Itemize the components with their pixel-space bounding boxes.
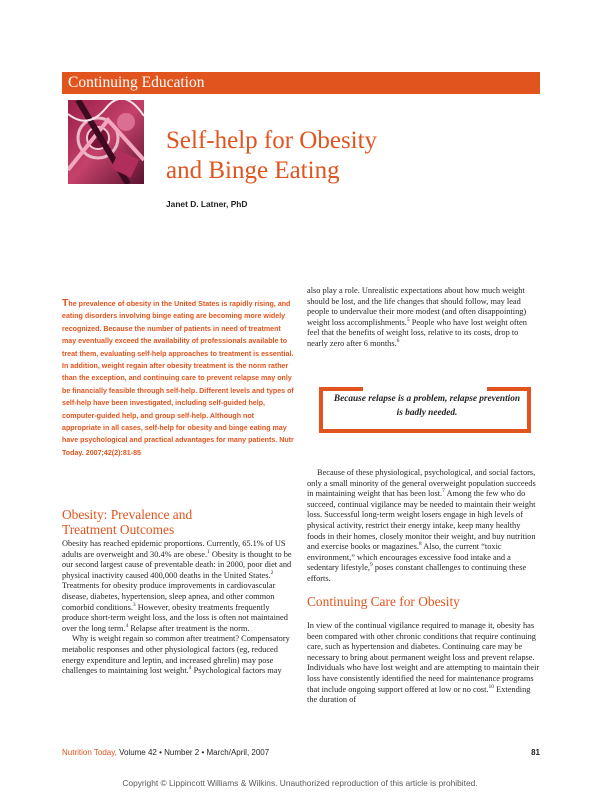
citation: 4 [188,665,192,672]
author-name: Janet D. Latner, PhD [166,199,248,209]
citation: 4 [125,622,129,629]
pull-quote-rule [487,387,527,391]
citation: 5 [406,317,410,323]
article-title-line-1: Self-help for Obesity [166,127,378,154]
citation: 1 [207,548,210,555]
text-run: Obesity has reached epidemic proportions. Currently, 65.1% of US adults are overweight and 30.4% are obese. [62,539,286,559]
pull-quote-rule [323,387,363,391]
citation: 3 [132,601,136,608]
section-heading-obesity [62,507,294,537]
article-title [166,126,526,186]
abstract-text: he prevalence of obesity in the United States is rapidly rising, and eating disorders involving binge eating are becoming more widely recognized. Because the number of patients in need of treatment may eventually exceed the availability of professionals available to treat them, evaluating self-help approaches to treatment is essential. In addition, weight regain after obesity treatment is the norm rather than the exception, and continuing care to prevent relapse may only be financially feasible through self-help. Different levels and types of self-help have been investigated, including self-guided help, computer-guided help, and group self-help. Although not appropriate in all cases, self-help for obesity and binge eating may have psychological and practical advantages for many patients. Nutr Today. 2007;42(2):81-85 [62,300,294,457]
pull-quote-rule [527,387,531,433]
text-run: People who have lost weight often feel that the benefits of weight loss, relative to its costs, drop to nearly zero after 6 months. [307,317,527,348]
text-run: Why is weight regain so common after treatment? Compensatory metabolic responses and other physiological factors (eg, reduced energy expenditure and leptin, and increased ghrelin) may pose challenges to maintaining lost weight. [62,634,290,676]
article-title-line-2: and Binge Eating [166,157,340,184]
citation: 7 [442,488,445,495]
text-run: In view of the continual vigilance required to manage it, obesity has been compared with other chronic conditions that require continuing care, such as hypertension and diabetes. Continuing care may be necessary to bring about permanent weight loss and prevent relapse. Individuals who have lost weight and are attempting to maintain their loss have consistently identified the need for maintenance programs that include ongoing support offered at low or no cost. [307,621,540,694]
right-column-body-bottom [307,621,540,706]
page-footer [62,746,540,760]
section-heading-continuing-care: Continuing Care for Obesity [307,594,460,609]
journal-name: Nutrition Today, [62,748,117,757]
citation: 2 [270,570,274,576]
text-run: Among the few who do succeed, continual vigilance may be needed to maintain their weight loss. Successful long-term weight losers engage in high levels of physical activity, restrict their energy intake, keep many healthy foods in their homes, closely monitor their weight, and buy nutrition and exercise books or magazines. [307,489,536,552]
text-run: Obesity is thought to be our second largest cause of preventable death: in 2000, poor diet and physical inactivity caused 400,000 deaths in the United States. [62,549,292,580]
text-run: Also, the current “toxic environment,” which encourages excessive food intake and a sedentary lifestyle, [307,542,511,573]
body-paragraph [307,286,540,350]
body-paragraph [62,634,295,676]
text-run: poses constant challenges to continuing these efforts. [307,563,527,583]
abstract [62,297,294,459]
page-number: 81 [531,748,540,757]
citation: 9 [370,562,373,569]
body-paragraph [307,621,540,706]
pull-quote [319,387,527,433]
article-illustration [68,100,144,184]
abstract-dropcap: T [62,297,69,309]
text-run: Extending the duration of [307,684,531,705]
left-column-body [62,539,295,677]
body-paragraph [62,539,295,634]
pull-quote-text: Because relapse is a problem, relapse prevention is badly needed. [333,394,521,418]
citation: 6 [396,338,400,345]
text-run: Relapse after treatment is the norm. [128,623,250,633]
right-column-body-top [307,286,540,350]
text-run: Psychological factors may [191,666,282,676]
body-paragraph [307,468,540,585]
section-heading-line-2: Treatment Outcomes [62,522,175,537]
text-run: However, obesity treatments frequently produce short-term weight loss, and the loss is often not maintained over the long term. [62,602,288,633]
text-run: also play a role. Unrealistic expectations about how much weight should be lost, and the life changes that should follow, may lead people to undervalue their more modest (and often disappointing) weight loss accomplishments. [307,286,527,327]
journal-issue: Volume 42 • Number 2 • March/April, 2007 [116,748,270,757]
citation: 10 [488,683,495,690]
text-run: Because of these physiological, psychological, and social factors, only a small minority of the general overweight population succeeds in maintaining weight that has been lost. [307,468,536,499]
section-banner [62,72,540,94]
section-banner-label: Continuing Education [68,74,205,91]
right-column-body-middle [307,468,540,585]
citation: 8 [418,541,422,548]
copyright-notice: Copyright © Lippincott Williams & Wilkins. Unauthorized reproduction of this article is prohibited. [122,778,478,788]
section-heading-line-1: Obesity: Prevalence and [62,507,193,522]
text-run: Treatments for obesity produce improvements in cardiovascular disease, diabetes, hypertension, sleep apnea, and other common comorbid conditions. [62,581,276,612]
